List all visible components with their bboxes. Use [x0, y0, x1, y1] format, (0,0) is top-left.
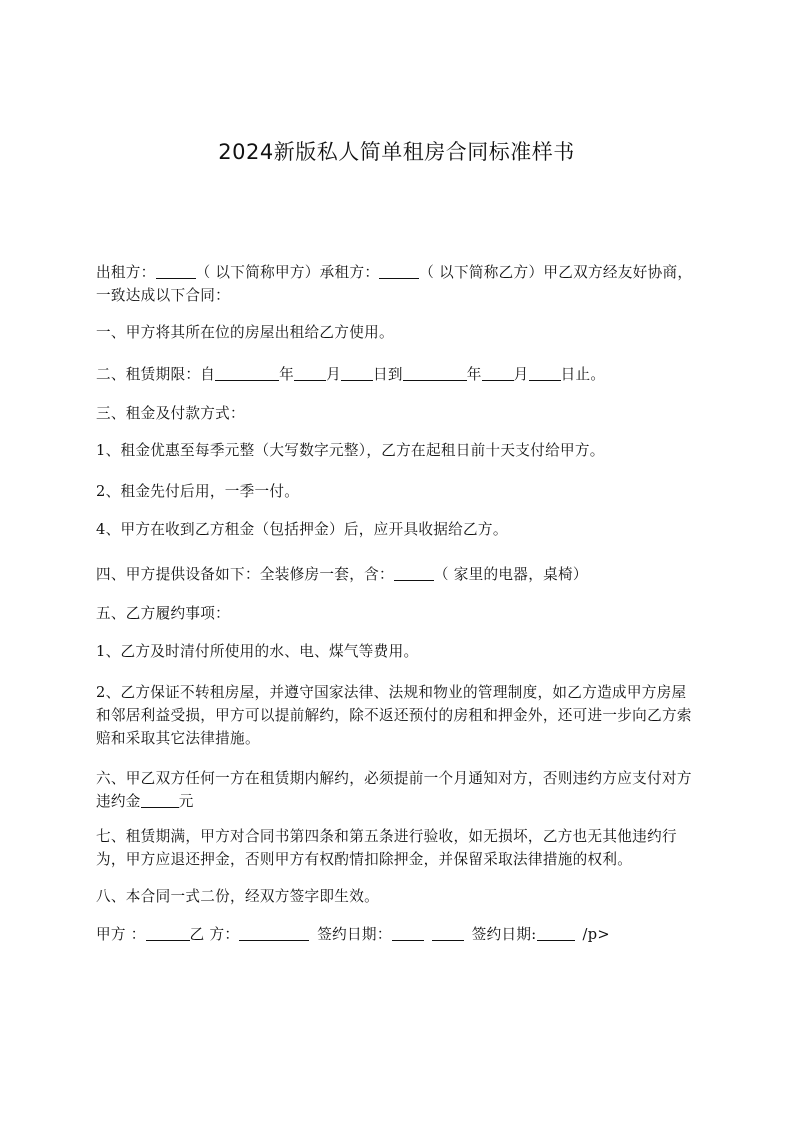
penalty-unit: 元 — [178, 793, 194, 810]
start-year-blank — [215, 365, 279, 381]
month-label: 月 — [326, 366, 341, 383]
party-b-blank — [239, 925, 309, 941]
end-year-blank — [403, 365, 467, 381]
party-b-label: 乙 方： — [189, 926, 240, 943]
penalty-text: 六、甲乙双方任何一方在租赁期内解约，必须提前一个月通知对方，否则违约方应支付对方违约金 — [96, 770, 692, 810]
clause-4 — [96, 563, 700, 586]
equipment-label: 四、甲方提供设备如下：全装修房一套，含： — [96, 566, 394, 583]
penalty-blank — [141, 792, 179, 808]
clause-5-item-1: 1、乙方及时清付所使用的水、电、煤气等费用。 — [96, 643, 419, 660]
sign-date-label-2: 签约日期: — [471, 926, 537, 943]
clause-6 — [96, 767, 700, 813]
lessee-label: （ 以下简称甲方）承租方： — [195, 264, 380, 281]
party-a-blank — [146, 925, 190, 941]
document-title: 2024新版私人简单租房合同标准样书 — [218, 140, 575, 164]
clause-1: 一、甲方将其所在位的房屋出租给乙方使用。 — [96, 324, 394, 341]
month-label: 月 — [513, 366, 529, 383]
sign-date-blank-1 — [392, 925, 424, 941]
intro-tail: （ 以下简称乙方）甲乙双方经友好协商，一致达成以下合同： — [96, 264, 693, 304]
day-to-label: 日到 — [372, 366, 403, 383]
stray-tag-text: /p> — [582, 926, 610, 943]
clause-3-item-2: 2、租金先付后用，一季一付。 — [96, 483, 300, 500]
term-from-label: 二、租赁期限：自 — [96, 366, 216, 383]
intro-paragraph — [96, 261, 700, 307]
end-month-blank — [482, 365, 514, 381]
lessor-label: 出租方： — [96, 264, 156, 281]
start-day-blank — [341, 365, 373, 381]
clause-5-heading: 五、乙方履约事项： — [96, 605, 231, 622]
clause-3-heading: 三、租金及付款方式： — [96, 405, 245, 422]
year-label: 年 — [466, 366, 482, 383]
clause-3-item-1: 1、租金优惠至每季元整（大写数字元整），乙方在起租日前十天支付给甲方。 — [96, 442, 605, 459]
party-a-label: 甲方 ： — [96, 926, 146, 943]
year-label: 年 — [279, 366, 295, 383]
equipment-blank — [394, 565, 434, 581]
clause-8: 八、本合同一式二份，经双方签字即生效。 — [96, 888, 379, 905]
lessor-blank — [156, 263, 196, 279]
clause-2 — [96, 363, 700, 386]
start-month-blank — [294, 365, 326, 381]
clause-7: 七、租赁期满，甲方对合同书第四条和第五条进行验收，如无损坏，乙方也无其他违约行为，甲方应退还押金，否则甲方有权酌情扣除押金，并保留采取法律措施的权利。 — [96, 828, 677, 868]
clause-3-item-4: 4、甲方在收到乙方租金（包括押金）后，应开具收据给乙方。 — [96, 521, 508, 538]
lessee-blank — [379, 263, 419, 279]
clause-5-item-2: 2、乙方保证不转租房屋，并遵守国家法律、法规和物业的管理制度，如乙方造成甲方房屋和邻居利益受损，甲方可以提前解约，除不返还预付的房租和押金外，还可进一步向乙方索赔和采取其它法律措施。 — [96, 684, 692, 747]
sign-date-blank-2 — [432, 925, 464, 941]
signature-line — [96, 923, 736, 946]
sign-date-label: 签约日期： — [317, 926, 392, 943]
end-day-blank — [529, 365, 561, 381]
day-end-label: 日止。 — [560, 366, 606, 383]
sign-date-blank-3 — [537, 925, 575, 941]
equipment-note: （ 家里的电器，桌椅） — [433, 566, 588, 583]
